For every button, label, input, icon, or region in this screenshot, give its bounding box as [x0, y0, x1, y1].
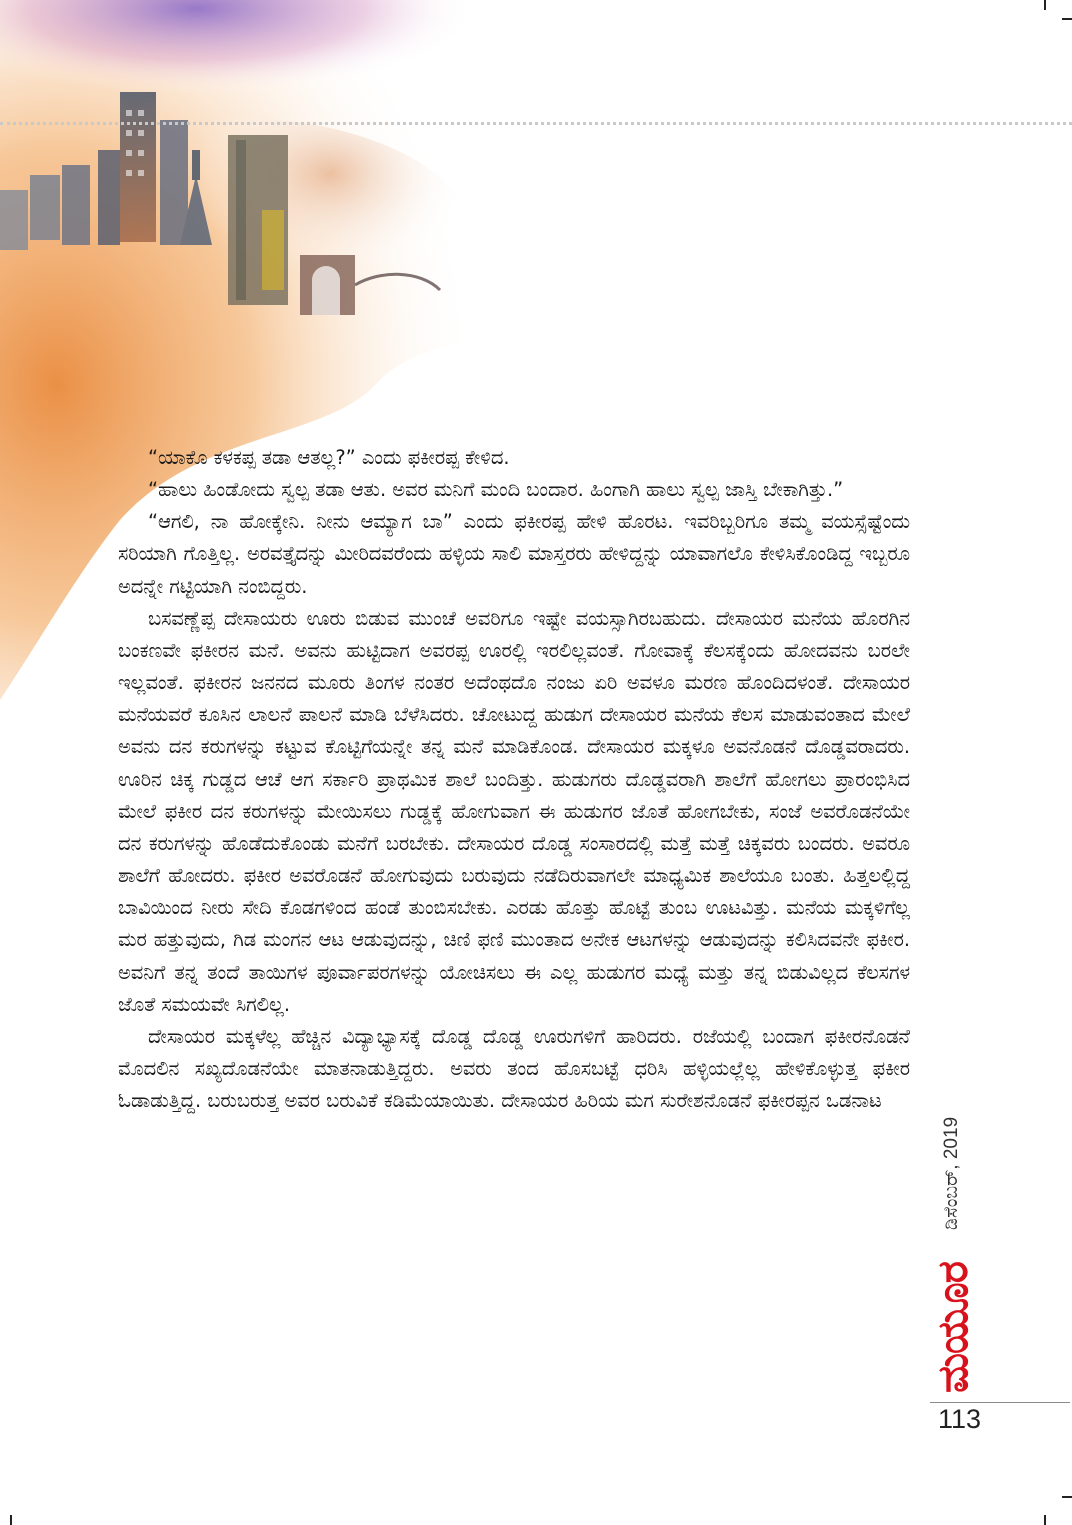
issue-date: ಡಿಸೆಂಬರ್, 2019	[941, 1116, 962, 1230]
article-paragraph: “ಹಾಲು ಹಿಂಡೋದು ಸ್ವಲ್ಪ ತಡಾ ಆತು. ಅವರ ಮನಿಗೆ ಮಂದಿ ಬಂದಾರ. ಹಿಂಗಾಗಿ ಹಾಲು ಸ್ವಲ್ಪ ಜಾಸ್ತಿ ಬೇಕಾಗಿತ್ತು.”	[148, 478, 844, 502]
crop-mark-bottom-left	[10, 1515, 12, 1525]
article-paragraph: ಬಸವಣ್ಣೆಪ್ಪ ದೇಸಾಯರು ಊರು ಬಿಡುವ ಮುಂಚೆ ಅವರಿಗೂ ಇಷ್ಟೇ ವಯಸ್ಸಾಗಿರಬಹುದು. ದೇಸಾಯರ ಮನೆಯ ಹೊರಗಿನ ಬಂಕಣವೇ ಫಕೀರನ ಮನೆ. ಅವನು ಹುಟ್ಟಿದಾಗ ಅವರಪ್ಪ ಊರಲ್ಲಿ ಇರಲಿಲ್ಲವಂತೆ. ಗೋವಾಕ್ಕೆ ಕೆಲಸಕ್ಕೆಂದು ಹೋದವನು ಬರಲೇ ಇಲ್ಲವಂತೆ. ಫಕೀರನ ಜನನದ ಮೂರು ತಿಂಗಳ ನಂತರ ಅದೆಂಥದೊ ನಂಜು ಏರಿ ಅವಳೂ ಮರಣ ಹೊಂದಿದಳಂತೆ. ದೇಸಾಯರ ಮನೆಯವರೆ ಕೂಸಿನ ಲಾಲನೆ ಪಾಲನೆ ಮಾಡಿ ಬೆಳೆಸಿದರು. ಚೋಟುದ್ದ ಹುಡುಗ ದೇಸಾಯರ ಮನೆಯ ಕೆಲಸ ಮಾಡುವಂತಾದ ಮೇಲೆ ಅವನು ದನ ಕರುಗಳನ್ನು ಕಟ್ಟುವ ಕೊಟ್ಟಿಗೆಯನ್ನೇ ತನ್ನ ಮನೆ ಮಾಡಿಕೊಂಡ. ದೇಸಾಯರ ಮಕ್ಕಳೂ ಅವನೊಡನೆ ದೊಡ್ಡವರಾದರು. ಊರಿನ ಚಿಕ್ಕ ಗುಡ್ಡದ ಆಚೆ ಆಗ ಸರ್ಕಾರಿ ಪ್ರಾಥಮಿಕ ಶಾಲೆ ಬಂದಿತ್ತು. ಹುಡುಗರು ದೊಡ್ಡವರಾಗಿ ಶಾಲೆಗೆ ಹೋಗಲು ಪ್ರಾರಂಭಿಸಿದ ಮೇಲೆ ಫಕೀರ ದನ ಕರುಗಳನ್ನು ಮೇಯಿಸಲು ಗುಡ್ಡಕ್ಕೆ ಹೋಗುವಾಗ ಈ ಹುಡುಗರ ಜೊತೆ ಹೋಗಬೇಕು, ಸಂಜೆ ಅವರೊಡನೆಯೇ ದನ ಕರುಗಳನ್ನು ಹೊಡೆದುಕೊಂಡು ಮನೆಗೆ ಬರಬೇಕು. ದೇಸಾಯರ ದೊಡ್ಡ ಸಂಸಾರದಲ್ಲಿ ಮತ್ತೆ ಮತ್ತೆ ಚಿಕ್ಕವರು ಬಂದರು. ಅವರೂ ಶಾಲೆಗೆ ಹೋದರು. ಫಕೀರ ಅವರೊಡನೆ ಹೋಗುವುದು ಬರುವುದು ನಡೆದಿರುವಾಗಲೇ ಮಾಧ್ಯಮಿಕ ಶಾಲೆಯೂ ಬಂತು. ಹಿತ್ತಲಲ್ಲಿದ್ದ ಬಾವಿಯಿಂದ ನೀರು ಸೇದಿ ಕೊಡಗಳಿಂದ ಹಂಡೆ ತುಂಬಿಸಬೇಕು. ಎರಡು ಹೊತ್ತು ಹೊಟ್ಟೆ ತುಂಬ ಊಟವಿತ್ತು. ಮನೆಯ ಮಕ್ಕಳಿಗೆಲ್ಲ ಮರ ಹತ್ತುವುದು, ಗಿಡ ಮಂಗನ ಆಟ ಆಡುವುದನ್ನು, ಚಿಣಿ ಫಣಿ ಮುಂತಾದ ಅನೇಕ ಆಟಗಳನ್ನು ಆಡುವುದನ್ನು ಕಲಿಸಿದವನೇ ಫಕೀರ. ಅವನಿಗೆ ತನ್ನ ತಂದೆ ತಾಯಿಗಳ ಪೂರ್ವಾಪರಗಳನ್ನು ಯೋಚಿಸಲು ಈ ಎಲ್ಲ ಹುಡುಗರ ಮಧ್ಯೆ ಮತ್ತು ತನ್ನ ಬಿಡುವಿಲ್ಲದ ಕೆಲಸಗಳ ಜೊತೆ ಸಮಯವೇ ಸಿಗಲಿಲ್ಲ.	[118, 606, 910, 1016]
article-paragraph: “ಆಗಲಿ, ನಾ ಹೋಕ್ಕೇನಿ. ನೀನು ಆಮ್ಯಾಗ ಬಾ” ಎಂದು ಫಕೀರಪ್ಪ ಹೇಳಿ ಹೊರಟ. ಇವರಿಬ್ಬರಿಗೂ ತಮ್ಮ ವಯಸ್ಸೆಷ್ಟೆಂದು ಸರಿಯಾಗಿ ಗೊತ್ತಿಲ್ಲ. ಅರವತ್ತೈದನ್ನು ಮೀರಿದವರೆಂದು ಹಳ್ಳಿಯ ಸಾಲಿ ಮಾಸ್ತರರು ಹೇಳಿದ್ದನ್ನು ಯಾವಾಗಲೊ ಕೇಳಿಸಿಕೊಂಡಿದ್ದ ಇಬ್ಬರೂ ಅದನ್ನೇ ಗಟ್ಟಿಯಾಗಿ ನಂಬಿದ್ದರು.	[118, 510, 910, 598]
crop-mark-right-top	[1062, 18, 1072, 20]
crop-mark-bottom-right	[1044, 1515, 1046, 1525]
header-dotted-rule	[0, 122, 1072, 125]
article-paragraph: “ಯಾಕೊ ಕಳಕಪ್ಪ ತಡಾ ಆತಲ್ಲ?” ಎಂದು ಫಕೀರಪ್ಪ ಕೇಳಿದ.	[148, 446, 510, 469]
magazine-logo: ಮಯೂರ	[928, 1262, 977, 1393]
crop-mark-right-bottom	[1062, 1496, 1072, 1498]
crop-mark-top	[1044, 0, 1046, 10]
footer-rule	[930, 1402, 1070, 1403]
article-paragraph: ದೇಸಾಯರ ಮಕ್ಕಳೆಲ್ಲ ಹೆಚ್ಚಿನ ವಿದ್ಯಾಭ್ಯಾಸಕ್ಕೆ ದೊಡ್ಡ ದೊಡ್ಡ ಊರುಗಳಿಗೆ ಹಾರಿದರು. ರಜೆಯಲ್ಲಿ ಬಂದಾಗ ಫಕೀರನೊಡನೆ ಮೊದಲಿನ ಸಖ್ಯದೊಡನೆಯೇ ಮಾತನಾಡುತ್ತಿದ್ದರು. ಅವರು ತಂದ ಹೊಸಬಟ್ಟೆ ಧರಿಸಿ ಹಳ್ಳಿಯಲ್ಲೆಲ್ಲ ಹೇಳಿಕೊಳ್ಳುತ್ತ ಫಕೀರ ಓಡಾಡುತ್ತಿದ್ದ. ಬರುಬರುತ್ತ ಅವರ ಬರುವಿಕೆ ಕಡಿಮೆಯಾಯಿತು. ದೇಸಾಯರ ಹಿರಿಯ ಮಗ ಸುರೇಶನೊಡನೆ ಫಕೀರಪ್ಪನ ಒಡನಾಟ	[118, 1024, 910, 1113]
article-body	[118, 442, 910, 1117]
page-number: 113	[938, 1404, 982, 1434]
